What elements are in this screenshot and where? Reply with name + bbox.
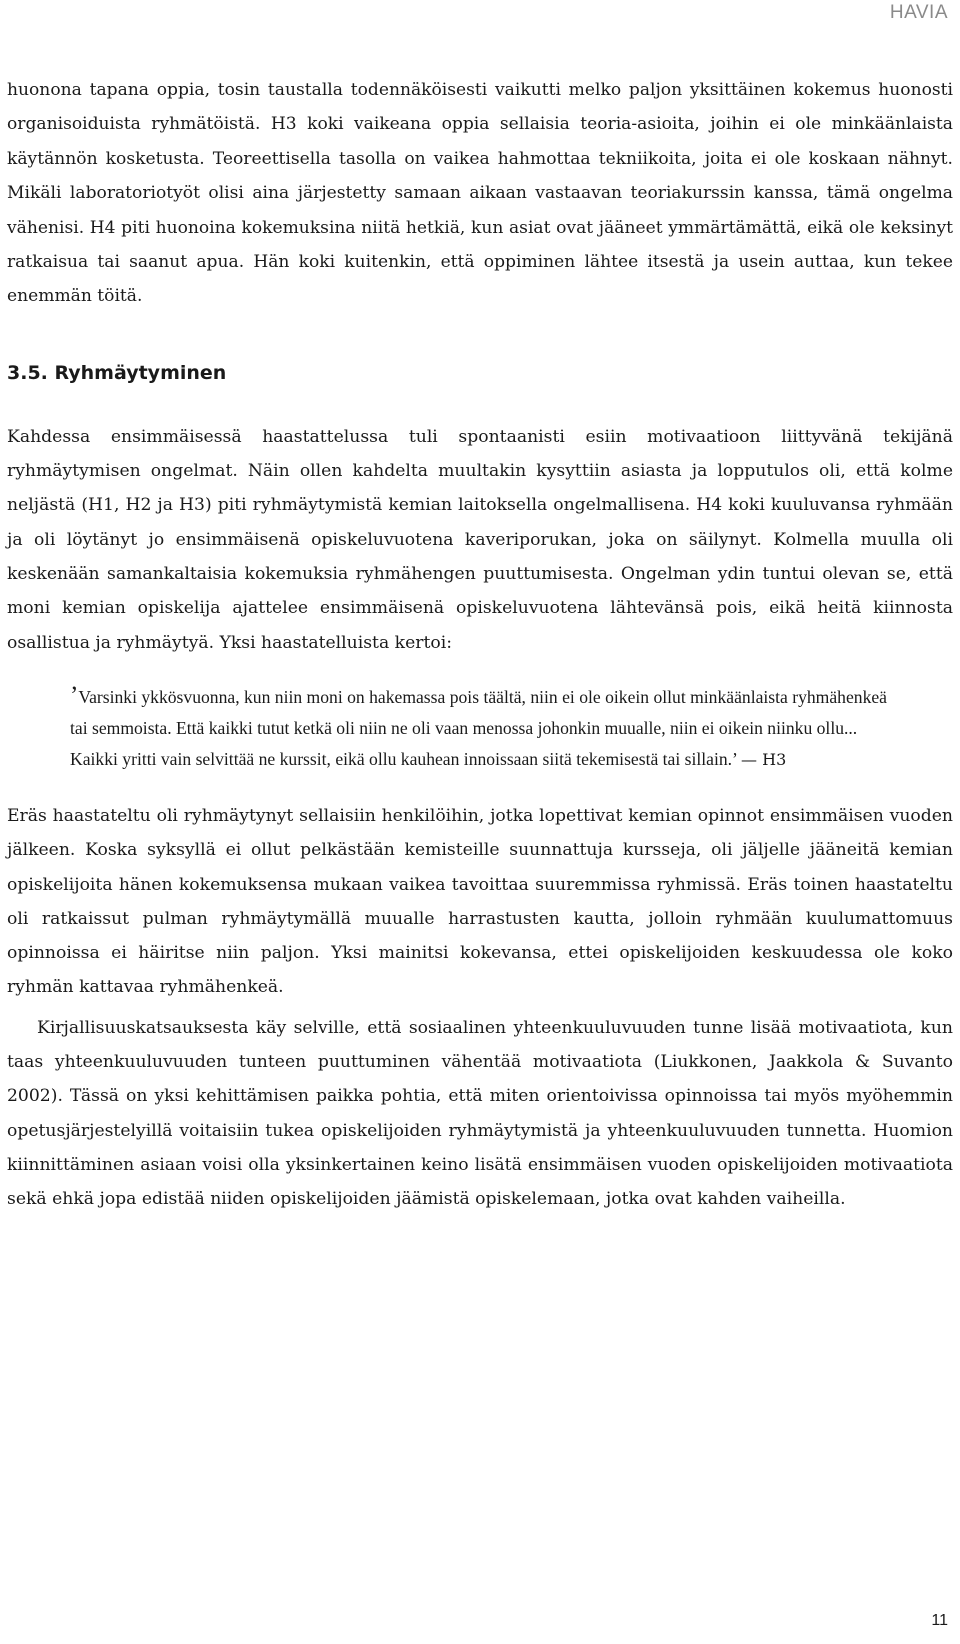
interview-quote bbox=[70, 682, 900, 775]
paragraph-1: huonona tapana oppia, tosin taustalla todennäköisesti vaikutti melko paljon yksittäinen kokemus huonosti organisoiduista ryhmätöistä. H3 koki vaikeana oppia sellaisia teoria-asioita, joihin ei ole minkäänlaista käytännön kosketusta. Teoreettisella tasolla on vaikea hahmottaa tekniikoita, joita ei ole koskaan nähnyt. Mikäli laboratoriotyöt olisi aina järjestetty samaan aikaan vastaavan teoriakurssin kanssa, tämä ongelma vähenisi. H4 piti huonoina kokemuksina niitä hetkiä, kun asiat ovat jääneet ymmärtämättä, eikä ole keksinyt ratkaisua tai saanut apua. Hän koki kuitenkin, että oppiminen lähtee itsestä ja usein auttaa, kun tekee enemmän töitä. bbox=[7, 80, 953, 307]
document-body bbox=[7, 73, 953, 1216]
quote-attribution: — H3 bbox=[741, 749, 787, 769]
paragraph-2: Kahdessa ensimmäisessä haastattelussa tuli spontaanisti esiin motivaatioon liittyvänä tekijänä ryhmäytymisen ongelmat. Näin ollen kahdelta muultakin kysyttiin asiasta ja lopputulos oli, että kolme neljästä (H1, H2 ja H3) piti ryhmäytymistä kemian laitoksella ongelmallisena. H4 koki kuuluvansa ryhmään ja oli löytänyt jo ensimmäisenä opiskeluvuotena kaveriporukan, joka on säilynyt. Kolmella muulla oli keskenään samankaltaisia kokemuksia ryhmähengen puuttumisesta. Ongelman ydin tuntui olevan se, että moni kemian opiskelija ajattelee ensimmäisenä opiskeluvuotena lähtevänsä pois, eikä heitä kiinnosta osallistua ja ryhmäytyä. Yksi haastatelluista kertoi: bbox=[7, 426, 953, 653]
quote-open-mark: ’ bbox=[70, 681, 79, 709]
quote-text: Varsinki ykkösvuonna, kun niin moni on hakemassa pois täältä, niin ei ole oikein ollut minkäänlaista ryhmähenkeä tai semmoista. Että kaikki tutut ketkä oli niin ne oli vaan menossa johonkin muualle, niin ei oikein niinku ollu... Kaikki yritti vain selvittää ne kurssit, eikä ollu kauhean innoissaan siitä tekemisestä tai sillain.’ bbox=[70, 686, 887, 769]
page-number: 11 bbox=[931, 1612, 948, 1629]
section-heading: 3.5. Ryhmäytyminen bbox=[7, 361, 227, 384]
paragraph-3: Eräs haastateltu oli ryhmäytynyt sellaisiin henkilöihin, jotka lopettivat kemian opinnot ensimmäisen vuoden jälkeen. Koska syksyllä ei ollut pelkästään kemisteille suunnattuja kursseja, oli jäljelle jääneitä kemian opiskelijoita hänen kokemuksensa mukaan vaikea tavoittaa suuremmissa ryhmissä. Eräs toinen haastateltu oli ratkaissut pulman ryhmäytymällä muualle harrastusten kautta, jolloin ryhmään kuulumattomuus opinnoissa ei häiritse niin paljon. Yksi mainitsi kokevansa, ettei opiskelijoiden keskuudessa ole koko ryhmän kattavaa ryhmähenkeä. bbox=[7, 805, 953, 998]
paragraph-4: Kirjallisuuskatsauksesta käy selville, että sosiaalinen yhteenkuuluvuuden tunne lisää motivaatiota, kun taas yhteenkuuluvuuden tunteen puuttuminen vähentää motivaatiota (Liukkonen, Jaakkola & Suvanto 2002). Tässä on yksi kehittämisen paikka pohtia, että miten orientoivissa opinnoissa tai myös myöhemmin opetusjärjestelyillä voitaisiin tukea opiskelijoiden ryhmäytymistä ja yhteenkuuluvuuden tunnetta. Huomion kiinnittäminen asiaan voisi olla yksinkertainen keino lisätä ensimmäisen vuoden opiskelijoiden motivaatiota sekä ehkä jopa edistää niiden opiskelijoiden jäämistä opiskelemaan, jotka ovat kahden vaiheilla. bbox=[7, 1017, 953, 1210]
running-header: HAVIA bbox=[889, 2, 948, 23]
